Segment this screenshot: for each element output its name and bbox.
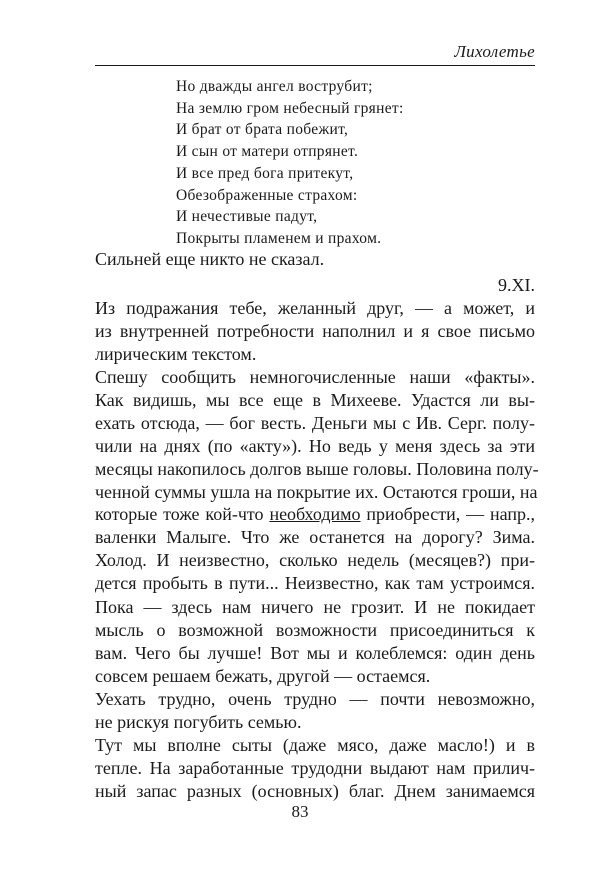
paragraph-5 [95, 688, 535, 734]
comment-paragraph [95, 248, 535, 271]
text-line: дется пробыть в пути... Неизвестно, как там устроимся. [95, 573, 535, 594]
poem-line: На землю гром небесный грянет: [176, 99, 404, 117]
poem-line: Обезображенные страхом: [176, 186, 358, 204]
underlined-word: необходимо [269, 504, 361, 525]
poem-line: И сын от матери отпрянет. [176, 143, 359, 161]
text-line: ченной суммы ушла на покрытие их. Остаются гроши, на [95, 481, 538, 502]
text-fragment: которые тоже кой-что [95, 504, 270, 525]
poem-line: Но дважды ангел вострубит; [176, 78, 373, 95]
text-line: Тут мы вполне сыты (даже мясо, даже масло!) и в [95, 735, 535, 755]
date-line [95, 274, 535, 297]
text-line: Из подражания тебе, желанный друг, — а может, и [95, 298, 535, 318]
text-line: мысль о возможной возможности присоединиться к [95, 619, 535, 640]
text-line [95, 503, 535, 526]
letter-date: 9.XI. [498, 275, 535, 295]
running-header [95, 40, 535, 68]
text-line: ехать отсюда, — бог весть. Деньги мы с Ив. Серг. полу- [95, 412, 535, 433]
text-line: тепле. На заработанные трудодни выдают нам прилич- [95, 757, 535, 778]
running-title: Лихолетье [454, 42, 535, 61]
paragraph-2 [95, 366, 535, 389]
text-fragment: приобрести, — напр., [360, 504, 535, 525]
text-line: ный запас разных (основных) благ. Днем занимаемся [95, 780, 535, 801]
text-line: Уехать трудно, очень трудно — почти невозможно, [95, 689, 535, 709]
paragraph-6 [95, 734, 535, 803]
header-rule [95, 65, 535, 66]
poem-line: Покрыты пламенем и прахом. [176, 229, 382, 247]
comment-line: Сильней еще никто не сказал. [95, 249, 325, 269]
text-line: не рискуя погубить семью. [95, 711, 302, 732]
paragraph-1 [95, 297, 535, 366]
page-number: 83 [291, 802, 309, 821]
text-line: месяцы накопилось долгов выше головы. Половина полу- [95, 458, 539, 479]
text-line: Холод. И неизвестно, сколько недель (месяцев?) при- [95, 550, 535, 571]
text-line: Как видишь, мы все еще в Михееве. Удастся ли вы- [95, 390, 535, 410]
poem-line: И брат от брата побежит, [176, 121, 349, 139]
text-line: Спешу сообщить немногочисленные наши «факты». [95, 367, 535, 387]
text-line: валенки Малыге. Что же останется на дорогу? Зима. [95, 527, 535, 548]
paragraph-4 [95, 596, 535, 688]
poem-line: И нечестивые падут, [176, 208, 318, 226]
text-line: лирическим текстом. [95, 343, 257, 364]
poem-quote [176, 76, 404, 250]
text-line: из внутренней потребности наполнил и я свое письмо [95, 320, 535, 341]
text-line: совсем решаем бежать, другой — остаемся. [95, 665, 431, 686]
poem-line: И все пред бога притекут, [176, 164, 354, 182]
text-line: вам. Чего бы лучше! Вот мы и колеблемся: один день [95, 642, 535, 663]
paragraph-3 [95, 389, 539, 595]
text-line: Пока — здесь нам ничего не грозит. И не покидает [95, 597, 535, 617]
text-line: чили на днях (по «акту»). Но ведь у меня здесь за эти [95, 435, 535, 456]
